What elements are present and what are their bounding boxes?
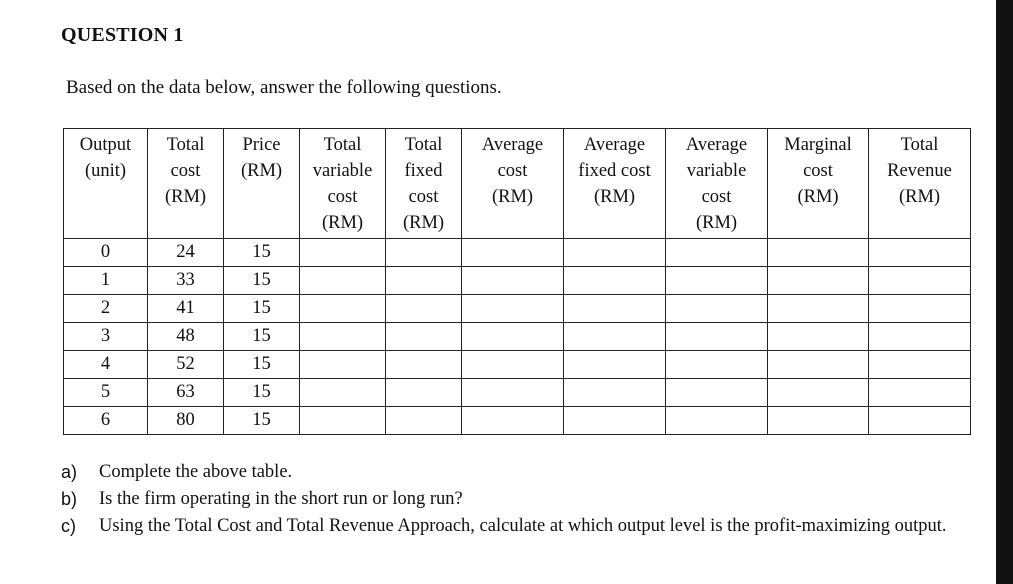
question-item bbox=[61, 486, 961, 513]
intro-text: Based on the data below, answer the following questions. bbox=[66, 77, 502, 98]
table-row bbox=[64, 379, 971, 407]
table-cell: 15 bbox=[224, 407, 300, 435]
table-cell bbox=[300, 407, 386, 435]
table-cell: 24 bbox=[148, 239, 224, 267]
header-line: (RM) bbox=[491, 187, 534, 207]
table-cell: 6 bbox=[64, 407, 148, 435]
header-line: cost bbox=[701, 187, 732, 207]
table-cell bbox=[462, 295, 564, 323]
table-cell bbox=[768, 239, 869, 267]
table-cell bbox=[869, 267, 971, 295]
table-cell bbox=[462, 239, 564, 267]
question-marker: b) bbox=[61, 489, 78, 509]
table-cell: 0 bbox=[64, 239, 148, 267]
table-cell bbox=[386, 351, 462, 379]
column-header bbox=[462, 129, 564, 239]
table-cell bbox=[462, 407, 564, 435]
table-cell bbox=[869, 323, 971, 351]
table-cell bbox=[300, 351, 386, 379]
table-cell: 15 bbox=[224, 323, 300, 351]
table-cell bbox=[462, 351, 564, 379]
column-header bbox=[564, 129, 666, 239]
table-cell bbox=[666, 351, 768, 379]
header-line: Marginal bbox=[784, 135, 852, 155]
table-cell: 15 bbox=[224, 239, 300, 267]
question-item bbox=[61, 459, 961, 486]
column-header bbox=[666, 129, 768, 239]
question-text: Is the firm operating in the short run or long run? bbox=[99, 489, 463, 509]
table-cell bbox=[768, 323, 869, 351]
table-cell: 4 bbox=[64, 351, 148, 379]
table-cell bbox=[462, 379, 564, 407]
header-line: Price bbox=[242, 135, 281, 155]
table-cell bbox=[300, 295, 386, 323]
table-cell: 15 bbox=[224, 379, 300, 407]
table-cell: 1 bbox=[64, 267, 148, 295]
table-cell: 48 bbox=[148, 323, 224, 351]
table-cell bbox=[666, 239, 768, 267]
table-cell bbox=[869, 379, 971, 407]
header-line: cost bbox=[803, 161, 833, 181]
header-line: Revenue bbox=[887, 161, 952, 181]
table-cell bbox=[386, 323, 462, 351]
question-list bbox=[61, 459, 961, 540]
table-cell bbox=[300, 323, 386, 351]
question-marker: c) bbox=[61, 516, 76, 536]
table-cell bbox=[386, 239, 462, 267]
table-cell: 33 bbox=[148, 267, 224, 295]
table-cell bbox=[386, 379, 462, 407]
column-header bbox=[768, 129, 869, 239]
right-edge-bar bbox=[996, 0, 1013, 584]
table-cell bbox=[564, 351, 666, 379]
header-line: Average bbox=[685, 135, 748, 155]
table-cell bbox=[768, 295, 869, 323]
table-cell: 15 bbox=[224, 351, 300, 379]
header-line: Total bbox=[404, 135, 443, 155]
question-item bbox=[61, 513, 961, 540]
table-header-row bbox=[64, 129, 971, 239]
table-cell: 80 bbox=[148, 407, 224, 435]
table-cell bbox=[300, 239, 386, 267]
header-line: (RM) bbox=[898, 187, 941, 207]
header-line: (RM) bbox=[797, 187, 839, 207]
header-line: cost bbox=[170, 161, 201, 181]
question-marker: a) bbox=[61, 462, 78, 482]
header-line: Output bbox=[79, 135, 132, 155]
question-heading: QUESTION 1 bbox=[61, 24, 184, 46]
table-cell bbox=[462, 267, 564, 295]
table-row bbox=[64, 351, 971, 379]
table-cell bbox=[564, 295, 666, 323]
table-cell bbox=[666, 379, 768, 407]
column-header bbox=[64, 129, 148, 239]
table-cell bbox=[386, 407, 462, 435]
question-text: Complete the above table. bbox=[99, 462, 293, 482]
header-line: Total bbox=[323, 135, 362, 155]
table-row bbox=[64, 239, 971, 267]
table-cell bbox=[869, 351, 971, 379]
header-line: fixed bbox=[404, 161, 443, 181]
header-line: Total bbox=[900, 135, 939, 155]
cost-table bbox=[63, 128, 971, 435]
header-line: Total bbox=[166, 135, 205, 155]
table-cell bbox=[869, 239, 971, 267]
header-line: variable bbox=[686, 161, 747, 181]
table-row bbox=[64, 295, 971, 323]
table-row bbox=[64, 323, 971, 351]
table-cell: 2 bbox=[64, 295, 148, 323]
table-cell bbox=[666, 267, 768, 295]
table-cell bbox=[386, 295, 462, 323]
table-cell bbox=[386, 267, 462, 295]
table-row bbox=[64, 407, 971, 435]
table-cell: 15 bbox=[224, 267, 300, 295]
table-cell bbox=[768, 351, 869, 379]
table-row bbox=[64, 267, 971, 295]
column-header bbox=[224, 129, 300, 239]
table-cell: 52 bbox=[148, 351, 224, 379]
column-header bbox=[148, 129, 224, 239]
header-line: (RM) bbox=[164, 187, 207, 207]
header-line: Average bbox=[481, 135, 544, 155]
column-header bbox=[869, 129, 971, 239]
table-cell bbox=[768, 407, 869, 435]
header-line: (unit) bbox=[84, 161, 127, 181]
table-cell bbox=[564, 239, 666, 267]
table-cell: 15 bbox=[224, 295, 300, 323]
table-cell bbox=[564, 379, 666, 407]
table-cell bbox=[462, 323, 564, 351]
header-line: cost bbox=[497, 161, 528, 181]
column-header bbox=[386, 129, 462, 239]
table-cell bbox=[564, 323, 666, 351]
header-line: (RM) bbox=[695, 213, 738, 233]
table-cell: 41 bbox=[148, 295, 224, 323]
table-cell bbox=[564, 267, 666, 295]
table-cell: 3 bbox=[64, 323, 148, 351]
table-cell bbox=[666, 407, 768, 435]
table-cell bbox=[666, 323, 768, 351]
table-cell bbox=[300, 267, 386, 295]
table-cell: 63 bbox=[148, 379, 224, 407]
table-cell bbox=[768, 267, 869, 295]
header-line: (RM) bbox=[402, 213, 445, 233]
table-cell bbox=[300, 379, 386, 407]
header-line: cost bbox=[408, 187, 439, 207]
header-line: variable bbox=[312, 161, 373, 181]
header-line: (RM) bbox=[321, 213, 364, 233]
header-line: cost bbox=[327, 187, 358, 207]
table-cell bbox=[869, 295, 971, 323]
question-text: Using the Total Cost and Total Revenue Approach, calculate at which output level is the profit-maximizing output. bbox=[99, 516, 947, 536]
table-cell bbox=[768, 379, 869, 407]
header-line: Average bbox=[583, 135, 646, 155]
table-cell bbox=[869, 407, 971, 435]
table-cell bbox=[564, 407, 666, 435]
table-cell bbox=[666, 295, 768, 323]
header-line: fixed cost bbox=[578, 161, 651, 181]
table-cell: 5 bbox=[64, 379, 148, 407]
header-line: (RM) bbox=[593, 187, 636, 207]
header-line: (RM) bbox=[240, 161, 283, 181]
column-header bbox=[300, 129, 386, 239]
